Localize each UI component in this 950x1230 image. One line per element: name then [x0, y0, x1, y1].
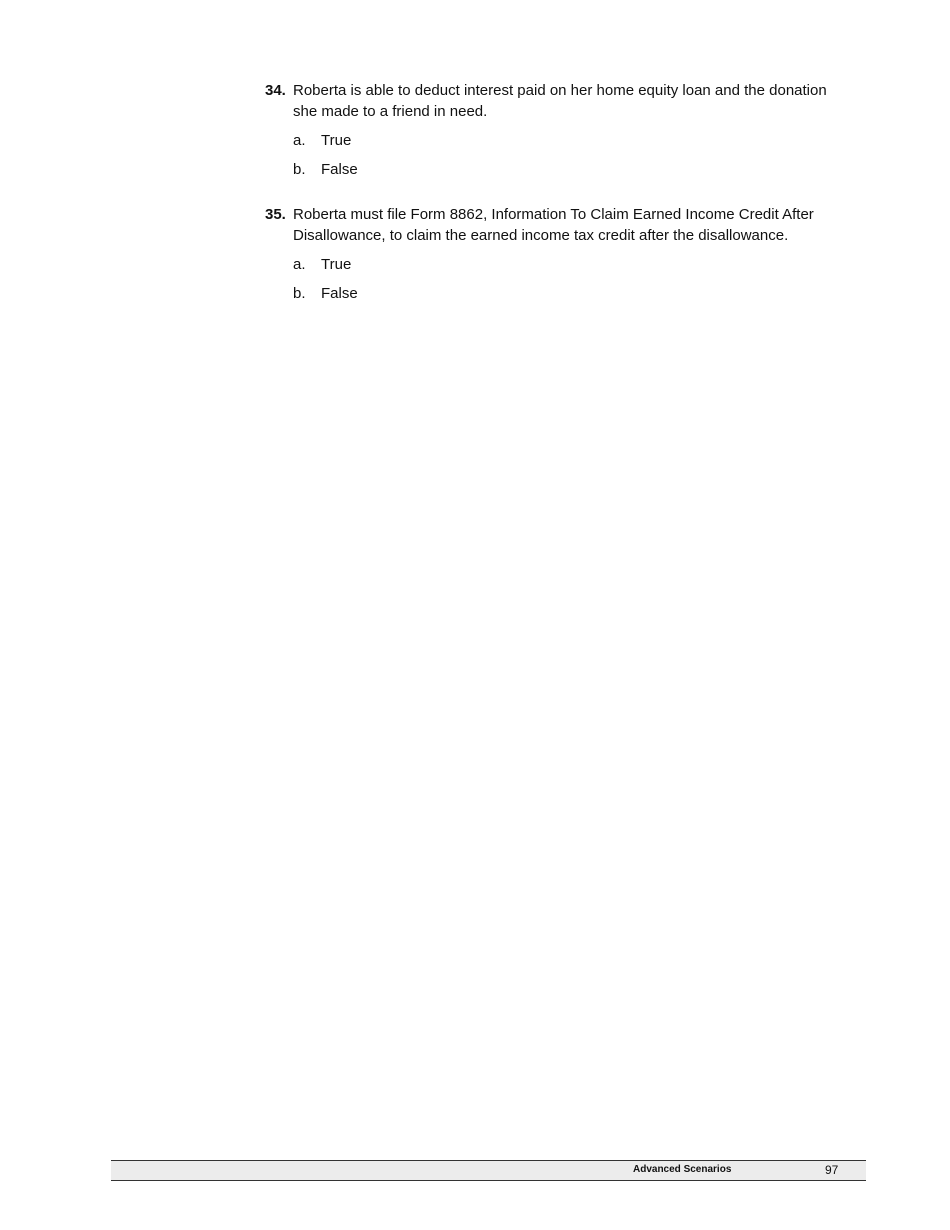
question-text: Roberta must file Form 8862, Information To Claim Earned Income Credit After Disallowance, to claim the earned income tax credit after the disallowance.: [293, 206, 814, 244]
option-letter: b.: [293, 285, 306, 302]
option-a: [293, 130, 855, 151]
option-label: False: [321, 285, 358, 302]
option-b: [293, 159, 855, 180]
option-letter: b.: [293, 161, 306, 178]
question-34: [265, 80, 855, 180]
option-letter: a.: [293, 256, 306, 273]
option-label: True: [321, 132, 352, 149]
option-label: False: [321, 161, 358, 178]
option-label: True: [321, 256, 352, 273]
question-number: 34.: [265, 82, 286, 99]
question-text: Roberta is able to deduct interest paid on her home equity loan and the donation she made to a friend in need.: [293, 82, 827, 120]
question-35: [265, 204, 855, 304]
option-letter: a.: [293, 132, 306, 149]
footer-section-title: Advanced Scenarios: [633, 1164, 732, 1175]
question-number: 35.: [265, 206, 286, 223]
page-number: 97: [825, 1163, 839, 1177]
option-a: [293, 254, 855, 275]
page-footer: [111, 1160, 866, 1181]
option-b: [293, 283, 855, 304]
